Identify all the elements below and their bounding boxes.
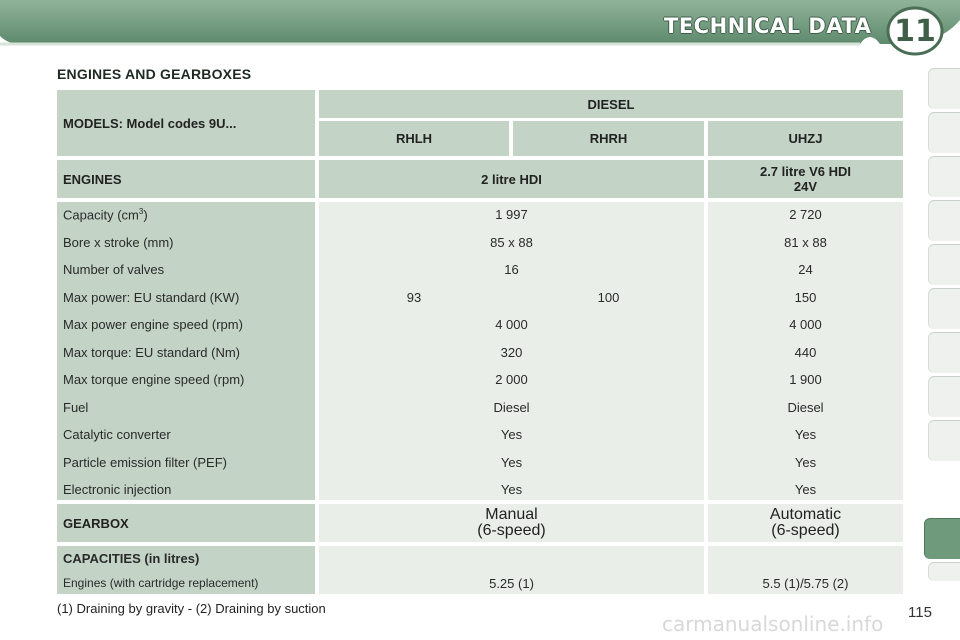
spec-value-hdi: 1 997 xyxy=(495,207,528,222)
engine-name-v6: 2.7 litre V6 HDI 24V xyxy=(708,160,903,198)
spec-value-hdi: Diesel xyxy=(493,400,530,415)
models-header: MODELS: Model codes 9U... xyxy=(57,90,315,156)
chapter-tabs xyxy=(924,64,960,584)
spec-value-v6: 2 720 xyxy=(789,207,822,222)
spec-value-rhlh: 93 xyxy=(406,290,422,305)
gearbox-header: GEARBOX xyxy=(57,504,315,542)
spec-label: Particle emission filter (PEF) xyxy=(63,455,227,470)
chapter-tab-active[interactable] xyxy=(924,518,960,559)
spec-value-hdi: 16 xyxy=(504,262,519,277)
spec-value-v6: 150 xyxy=(794,290,817,305)
watermark: carmanualsonline.info xyxy=(662,612,884,636)
footnote: (1) Draining by gravity - (2) Draining by suction xyxy=(57,601,326,616)
gearbox-v6 xyxy=(708,504,903,542)
spec-value-hdi: 2 000 xyxy=(495,372,528,387)
spec-value-rhrh: 100 xyxy=(597,290,620,305)
chapter-tab[interactable] xyxy=(928,376,960,417)
spec-value-hdi: 320 xyxy=(500,345,523,360)
spec-value-hdi: Yes xyxy=(500,482,523,497)
engines-header: ENGINES xyxy=(57,160,315,198)
spec-label: Electronic injection xyxy=(63,482,172,497)
spec-label: Max torque engine speed (rpm) xyxy=(63,372,245,387)
spec-value-v6: 440 xyxy=(794,345,817,360)
spec-value-v6: 4 000 xyxy=(789,317,822,332)
model-code-uhzj: UHZJ xyxy=(708,121,903,156)
gearbox-hdi xyxy=(319,504,704,542)
chapter-tab[interactable] xyxy=(928,200,960,241)
spec-label: Max power: EU standard (KW) xyxy=(63,290,240,305)
spec-value-hdi: 85 x 88 xyxy=(490,235,533,250)
fuel-group-header: DIESEL xyxy=(319,90,903,118)
capacities-sublabel: Engines (with cartridge replacement) xyxy=(63,576,259,590)
chapter-tab[interactable] xyxy=(928,420,960,461)
spec-label: Fuel xyxy=(63,400,89,415)
capacities-v6: 5.5 (1)/5.75 (2) xyxy=(762,576,849,591)
spec-value-hdi: 4 000 xyxy=(495,317,528,332)
spec-label: Max torque: EU standard (Nm) xyxy=(63,345,241,360)
page-title: TECHNICAL DATA xyxy=(664,14,872,38)
spec-label: Capacity $(cm^3)$ xyxy=(63,207,148,223)
spec-value-v6: 24 xyxy=(798,262,813,277)
chapter-tab[interactable] xyxy=(928,244,960,285)
chapter-tab[interactable] xyxy=(928,562,960,581)
spec-label: Catalytic converter xyxy=(63,427,171,442)
spec-value-v6: Yes xyxy=(794,455,817,470)
chapter-tab[interactable] xyxy=(928,156,960,197)
gearbox-v6-type: Automatic xyxy=(769,506,842,523)
model-code-rhrh: RHRH xyxy=(513,121,704,156)
spec-value-v6: 81 x 88 xyxy=(784,235,827,250)
header-band xyxy=(0,0,960,56)
chapter-number: 11 xyxy=(894,14,936,49)
spec-value-v6: Yes xyxy=(794,427,817,442)
chapter-tab[interactable] xyxy=(928,332,960,373)
spec-value-v6: Diesel xyxy=(787,400,824,415)
gearbox-v6-speeds: (6-speed) xyxy=(771,522,840,539)
chapter-tab[interactable] xyxy=(928,288,960,329)
spec-value-v6: Yes xyxy=(794,482,817,497)
page-number: 115 xyxy=(908,604,932,621)
gearbox-hdi-type: Manual xyxy=(485,506,538,523)
spec-label: Max power engine speed (rpm) xyxy=(63,317,243,332)
capacities-header: CAPACITIES (in litres) xyxy=(63,551,200,566)
model-code-rhlh: RHLH xyxy=(319,121,509,156)
spec-label: Bore x stroke (mm) xyxy=(63,235,174,250)
engine-name-hdi: 2 litre HDI xyxy=(319,160,704,198)
gearbox-hdi-speeds: (6-speed) xyxy=(477,522,546,539)
spec-value-hdi: Yes xyxy=(500,455,523,470)
capacities-hdi: 5.25 (1) xyxy=(489,576,534,591)
spec-value-hdi: Yes xyxy=(500,427,523,442)
spec-value-v6: 1 900 xyxy=(789,372,822,387)
section-title: ENGINES AND GEARBOXES xyxy=(57,66,252,82)
chapter-tab[interactable] xyxy=(928,68,960,109)
chapter-tab[interactable] xyxy=(928,112,960,153)
spec-label: Number of valves xyxy=(63,262,165,277)
